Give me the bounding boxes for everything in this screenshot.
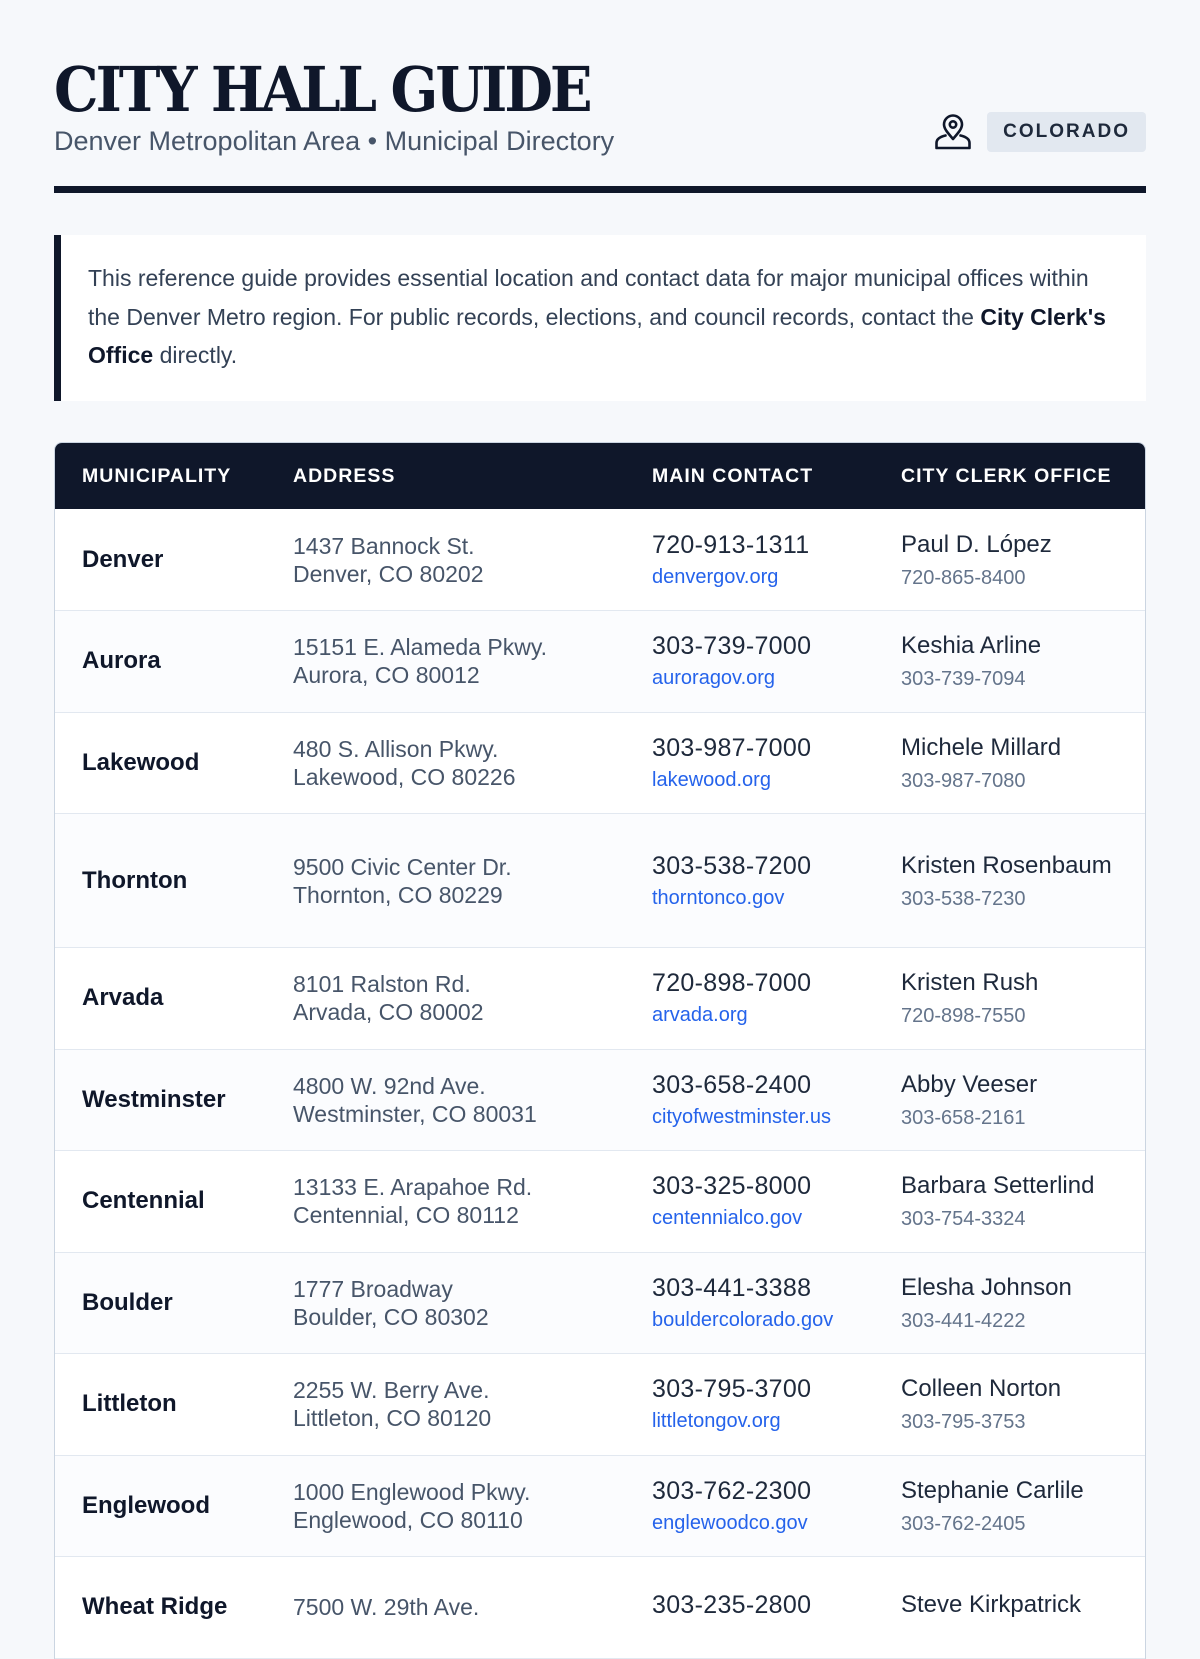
address-cell bbox=[266, 1049, 625, 1151]
intro-emphasis: City Clerk's Office bbox=[88, 303, 1106, 368]
address-street: 1000 Englewood Pkwy. bbox=[293, 1478, 531, 1505]
website-link[interactable]: thorntonco.gov bbox=[652, 886, 785, 909]
main-contact-cell bbox=[625, 1557, 874, 1659]
table-row bbox=[55, 1252, 1145, 1354]
address-cell bbox=[266, 948, 625, 1050]
municipality-cell: Lakewood bbox=[82, 748, 200, 776]
website-link[interactable]: lakewood.org bbox=[652, 768, 771, 791]
website-link[interactable]: denvergov.org bbox=[652, 565, 779, 588]
column-header-main-contact: MAIN CONTACT bbox=[625, 443, 874, 509]
address-city: Centennial, CO 80112 bbox=[293, 1202, 519, 1229]
municipality-cell: Englewood bbox=[55, 1455, 266, 1557]
table-row bbox=[55, 509, 1145, 611]
municipality-cell: Littleton bbox=[82, 1390, 177, 1418]
main-phone[interactable]: 303-325-8000 bbox=[652, 1172, 812, 1201]
clerk-phone[interactable]: 303-987-7080 bbox=[901, 769, 1026, 792]
clerk-name: Elesha Johnson bbox=[901, 1273, 1072, 1301]
main-contact-cell bbox=[625, 712, 874, 814]
clerk-office-cell bbox=[874, 509, 1145, 611]
clerk-phone[interactable]: 720-865-8400 bbox=[901, 566, 1026, 589]
main-phone[interactable]: 303-441-3388 bbox=[652, 1273, 812, 1302]
table-row bbox=[55, 1455, 1145, 1557]
table-row bbox=[55, 1354, 1145, 1456]
website-link[interactable]: bouldercolorado.gov bbox=[652, 1308, 834, 1331]
main-contact-cell bbox=[625, 611, 874, 713]
clerk-name: Kristen Rush bbox=[901, 969, 1039, 997]
table-row bbox=[55, 948, 1145, 1050]
clerk-name: Abby Veeser bbox=[901, 1070, 1038, 1098]
address-street: 480 S. Allison Pkwy. bbox=[293, 735, 499, 762]
address-cell bbox=[266, 1455, 625, 1557]
address-cell bbox=[266, 814, 625, 948]
main-phone[interactable]: 303-235-2800 bbox=[652, 1591, 812, 1620]
main-phone[interactable]: 303-762-2300 bbox=[652, 1476, 812, 1505]
clerk-name: Barbara Setterlind bbox=[901, 1172, 1095, 1200]
table-body bbox=[55, 509, 1145, 1658]
address-city: Aurora, CO 80012 bbox=[293, 662, 480, 689]
state-badge: COLORADO bbox=[987, 112, 1146, 152]
main-phone[interactable]: 720-898-7000 bbox=[652, 969, 812, 998]
clerk-office-cell bbox=[874, 948, 1145, 1050]
website-link[interactable]: cityofwestminster.us bbox=[652, 1105, 831, 1128]
main-contact-cell bbox=[625, 1354, 874, 1456]
municipality-cell: Aurora bbox=[55, 611, 266, 713]
main-phone[interactable]: 303-739-7000 bbox=[652, 632, 812, 661]
address-street: 1437 Bannock St. bbox=[293, 532, 475, 559]
page-subtitle: Denver Metropolitan Area • Municipal Directory bbox=[54, 126, 615, 156]
clerk-office-cell bbox=[874, 1151, 1145, 1253]
address-city: Littleton, CO 80120 bbox=[293, 1405, 492, 1432]
municipality-cell: Centennial bbox=[82, 1187, 205, 1215]
intro-text-before: This reference guide provides essential location and contact data for major municipal offices within the Denver Metro region. For public records, elections, and council records, contact the bbox=[88, 265, 1089, 330]
main-contact-cell bbox=[625, 1455, 874, 1557]
address-cell bbox=[266, 1354, 625, 1456]
clerk-name: Stephanie Carlile bbox=[901, 1476, 1084, 1504]
clerk-phone[interactable]: 303-754-3324 bbox=[901, 1208, 1026, 1231]
municipality-cell: Thornton bbox=[55, 814, 266, 948]
address-street: 7500 W. 29th Ave. bbox=[293, 1594, 480, 1621]
column-header-municipality: MUNICIPALITY bbox=[55, 443, 266, 509]
address-city: Lakewood, CO 80226 bbox=[293, 763, 516, 790]
address-cell bbox=[266, 509, 625, 611]
main-phone[interactable]: 720-913-1311 bbox=[652, 530, 810, 559]
municipality-cell: Wheat Ridge bbox=[82, 1593, 228, 1621]
region-indicator bbox=[933, 112, 1146, 152]
table-row bbox=[55, 1049, 1145, 1151]
clerk-name: Steve Kirkpatrick bbox=[901, 1591, 1082, 1619]
main-contact-cell bbox=[625, 948, 874, 1050]
table-row bbox=[55, 1151, 1145, 1253]
clerk-office-cell bbox=[874, 814, 1145, 948]
clerk-name: Paul D. López bbox=[901, 530, 1052, 558]
address-cell bbox=[266, 712, 625, 814]
address-city: Denver, CO 80202 bbox=[293, 560, 484, 587]
clerk-phone[interactable]: 303-739-7094 bbox=[901, 668, 1026, 691]
clerk-office-cell bbox=[874, 1049, 1145, 1151]
clerk-office-cell bbox=[874, 712, 1145, 814]
main-phone[interactable]: 303-795-3700 bbox=[652, 1375, 812, 1404]
website-link[interactable]: auroragov.org bbox=[652, 667, 776, 690]
website-link[interactable]: englewoodco.gov bbox=[652, 1511, 808, 1534]
municipality-cell: Arvada bbox=[82, 984, 164, 1012]
address-street: 13133 E. Arapahoe Rd. bbox=[293, 1174, 533, 1201]
clerk-office-cell bbox=[874, 1252, 1145, 1354]
column-header-clerk-office: CITY CLERK OFFICE bbox=[874, 443, 1145, 509]
clerk-office-cell bbox=[874, 1557, 1145, 1659]
page-header bbox=[54, 0, 1146, 195]
clerk-phone[interactable]: 720-898-7550 bbox=[901, 1005, 1026, 1028]
directory-table bbox=[55, 443, 1145, 1659]
table-header bbox=[55, 443, 1145, 509]
clerk-name: Kristen Rosenbaum bbox=[901, 851, 1112, 879]
clerk-phone[interactable]: 303-658-2161 bbox=[901, 1106, 1026, 1129]
table-row bbox=[55, 814, 1145, 948]
address-street: 4800 W. 92nd Ave. bbox=[293, 1072, 486, 1099]
address-city: Thornton, CO 80229 bbox=[293, 881, 503, 908]
directory-table-container bbox=[54, 442, 1146, 1659]
website-link[interactable]: littletongov.org bbox=[652, 1410, 781, 1433]
main-phone[interactable]: 303-538-7200 bbox=[652, 851, 812, 880]
municipality-cell: Westminster bbox=[55, 1049, 266, 1151]
intro-text-after: directly. bbox=[153, 342, 238, 368]
location-pin-person-icon bbox=[933, 112, 973, 152]
column-header-address: ADDRESS bbox=[266, 443, 625, 509]
clerk-office-cell bbox=[874, 611, 1145, 713]
address-cell bbox=[266, 1252, 625, 1354]
header-divider bbox=[54, 186, 1146, 193]
intro-note bbox=[54, 235, 1146, 401]
address-street: 15151 E. Alameda Pkwy. bbox=[293, 634, 547, 661]
address-street: 8101 Ralston Rd. bbox=[293, 971, 471, 998]
clerk-name: Keshia Arline bbox=[901, 632, 1042, 660]
address-city: Boulder, CO 80302 bbox=[293, 1303, 489, 1330]
main-phone[interactable]: 303-987-7000 bbox=[652, 733, 812, 762]
clerk-phone[interactable]: 303-762-2405 bbox=[901, 1512, 1026, 1535]
address-city: Englewood, CO 80110 bbox=[293, 1506, 523, 1533]
clerk-phone[interactable]: 303-538-7230 bbox=[901, 887, 1026, 910]
address-street: 9500 Civic Center Dr. bbox=[293, 853, 512, 880]
clerk-name: Colleen Norton bbox=[901, 1375, 1062, 1403]
website-link[interactable]: centennialco.gov bbox=[652, 1207, 803, 1230]
clerk-phone[interactable]: 303-441-4222 bbox=[901, 1309, 1026, 1332]
address-city: Westminster, CO 80031 bbox=[293, 1100, 537, 1127]
main-contact-cell bbox=[625, 1151, 874, 1253]
main-contact-cell bbox=[625, 509, 874, 611]
table-row bbox=[55, 1557, 1145, 1659]
address-cell bbox=[266, 611, 625, 713]
municipality-cell: Boulder bbox=[55, 1252, 266, 1354]
clerk-phone[interactable]: 303-795-3753 bbox=[901, 1411, 1026, 1434]
main-contact-cell bbox=[625, 814, 874, 948]
table-row bbox=[55, 712, 1145, 814]
main-contact-cell bbox=[625, 1252, 874, 1354]
address-cell bbox=[266, 1557, 625, 1659]
main-phone[interactable]: 303-658-2400 bbox=[652, 1070, 812, 1099]
clerk-office-cell bbox=[874, 1354, 1145, 1456]
address-cell bbox=[266, 1151, 625, 1253]
address-city: Arvada, CO 80002 bbox=[293, 999, 484, 1026]
clerk-name: Michele Millard bbox=[901, 733, 1062, 761]
clerk-office-cell bbox=[874, 1455, 1145, 1557]
address-street: 2255 W. Berry Ave. bbox=[293, 1377, 490, 1404]
address-street: 1777 Broadway bbox=[293, 1275, 453, 1302]
main-contact-cell bbox=[625, 1049, 874, 1151]
table-row bbox=[55, 611, 1145, 713]
website-link[interactable]: arvada.org bbox=[652, 1004, 748, 1027]
municipality-cell: Denver bbox=[82, 545, 164, 573]
page-title: CITY HALL GUIDE bbox=[54, 53, 590, 127]
